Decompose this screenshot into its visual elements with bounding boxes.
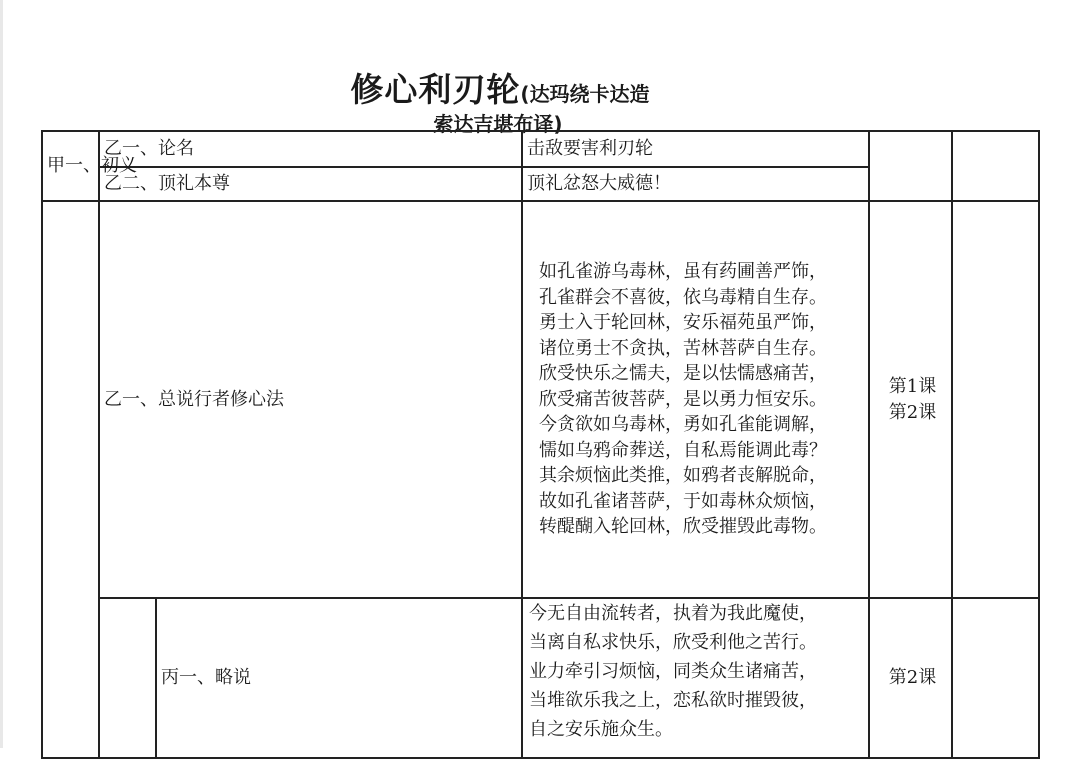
cell-lesson-empty[interactable] — [869, 131, 952, 201]
cell-title-text[interactable]: 击敌要害利刃轮 — [522, 131, 869, 167]
cell-yi-dingli[interactable]: 乙二、顶礼本尊 — [99, 167, 522, 201]
verse-line: 业力牵引习烦恼，同类众生诸痛苦， — [529, 661, 817, 682]
title-translator-text: 索达吉堪布译) — [433, 112, 563, 136]
lesson-label: 第2课 — [888, 401, 937, 423]
cell-dingli-text[interactable]: 顶礼忿怒大威德！ — [522, 167, 869, 201]
verse-line: 欣受痛苦彼菩萨，是以勇力恒安乐。 — [539, 388, 827, 410]
verse-line: 当堆欲乐我之上，恋私欲时摧毁彼， — [529, 690, 817, 711]
verse-line: 孔雀群会不喜彼，依乌毒精自生存。 — [539, 286, 827, 308]
cell-col-b-empty[interactable] — [99, 598, 156, 758]
table-row — [42, 598, 1039, 758]
verse-line: 故如孔雀诸菩萨，于如毒林众烦恼， — [539, 490, 827, 512]
cell-note-empty[interactable] — [952, 598, 1039, 758]
verse-line: 今无自由流转者，执着为我此魔使， — [529, 603, 817, 624]
cell-note-empty[interactable] — [952, 201, 1039, 598]
outline-table — [41, 130, 1040, 759]
cell-note-empty[interactable] — [952, 131, 1039, 201]
verse-line: 今贪欲如乌毒林，勇如孔雀能调解， — [539, 414, 827, 436]
lesson-label: 第2课 — [888, 667, 937, 688]
table-row — [42, 131, 1039, 167]
verse-line: 诸位勇士不贪执，苦林菩萨自生存。 — [539, 337, 827, 359]
verse-line: 自之安乐施众生。 — [529, 719, 673, 740]
verse-line: 勇士入于轮回林，安乐福苑虽严饰， — [539, 312, 827, 334]
cell-bing-lueshuo[interactable]: 丙一、略说 — [156, 598, 522, 758]
cell-jia-yi[interactable]: 甲一、初义 — [42, 131, 99, 201]
cell-col-a-empty[interactable] — [42, 201, 99, 758]
verse-line: 欣受快乐之懦夫，是以怯懦感痛苦， — [539, 363, 827, 385]
verse-line: 其余烦恼此类推，如鸦者丧解脱命， — [539, 465, 827, 487]
cell-verse-zongshuo[interactable] — [522, 201, 869, 598]
verse-line: 转醍醐入轮回林，欣受摧毁此毒物。 — [539, 516, 827, 538]
document-title — [0, 64, 1000, 111]
verse-line: 当离自私求快乐，欣受利他之苦行。 — [529, 632, 817, 653]
cell-yi-lunming[interactable]: 乙一、论名 — [99, 131, 522, 167]
title-author-text: (达玛绕卡达造 — [520, 82, 650, 106]
verse-line: 如孔雀游乌毒林，虽有药圃善严饰， — [539, 261, 827, 283]
cell-lessons-zongshuo[interactable] — [869, 201, 952, 598]
cell-yi-zongshuo[interactable]: 乙一、总说行者修心法 — [99, 201, 522, 598]
lesson-label: 第1课 — [888, 375, 937, 397]
verse-line: 懦如乌鸦命葬送，自私焉能调此毒？ — [539, 439, 827, 461]
verse-block — [527, 259, 868, 540]
table-row — [42, 201, 1039, 598]
cell-lessons-lueshuo[interactable] — [869, 598, 952, 758]
cell-verse-lueshuo[interactable] — [522, 598, 869, 758]
verse-block — [527, 599, 868, 744]
title-main-text: 修心利刃轮 — [350, 70, 521, 109]
